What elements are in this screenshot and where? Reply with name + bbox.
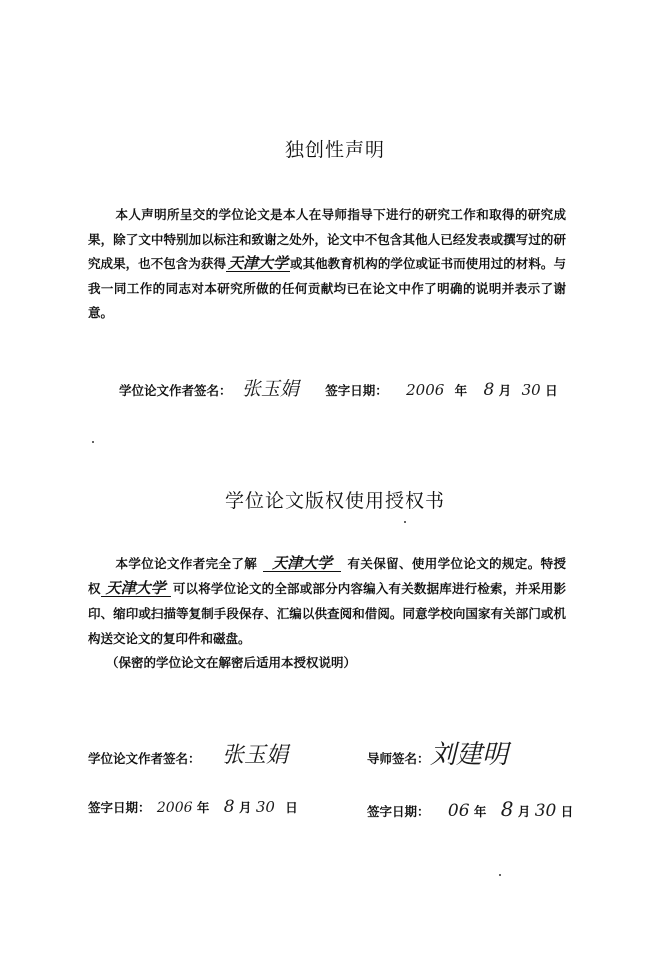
- author-date-label: 签字日期：: [88, 800, 151, 815]
- date-month-handwritten: 8: [483, 380, 495, 400]
- authorization-text-2: 有关保留、使用学位论文的规定。特授权: [88, 556, 566, 596]
- month-char: 月: [498, 383, 512, 398]
- author-day-char: 日: [285, 800, 298, 815]
- scan-speck: [92, 441, 94, 443]
- originality-signature-line: [119, 374, 558, 401]
- advisor-year-char: 年: [473, 804, 487, 819]
- author-year-char: 年: [196, 800, 210, 815]
- confidential-note: （保密的学位论文在解密后适用本授权说明）: [106, 655, 357, 670]
- date-year-handwritten: 2006: [406, 381, 445, 399]
- university-name-2: 天津大学: [101, 580, 171, 597]
- university-name: 天津大学: [227, 254, 288, 272]
- author-date-day: 30: [255, 798, 275, 816]
- university-name-1: 天津大学: [263, 555, 341, 572]
- advisor-signature: 刘建明: [430, 740, 509, 770]
- authorization-text-3: 可以将学位论文的全部或部分内容编入有关数据库进行检索，并采用影印、缩印或扫描等复制手段保存、汇编以供查阅和借阅。同意学校向国家有关部门或机构送交论文的复印件和磁盘。: [88, 581, 566, 646]
- authorization-text-1: 本学位论文作者完全了解: [115, 556, 258, 571]
- signing-date-label: 签字日期：: [325, 383, 388, 398]
- advisor-date-month: 8: [500, 797, 514, 821]
- authorization-paragraph: [88, 551, 566, 651]
- author-date-line: [88, 797, 298, 817]
- originality-paragraph: [88, 203, 566, 326]
- author-date-year: 2006: [156, 800, 193, 816]
- author-date-month: 8: [223, 797, 235, 817]
- advisor-signature-label: 导师签名：: [367, 751, 430, 766]
- originality-text-before: 本人声明所呈交的学位论文是本人在导师指导下进行的研究工作和取得的研究成果，除了文中特别加以标注和致谢之处外，论文中不包含其他人已经发表或撰写过的研究成果，也不包含为获得: [88, 207, 566, 271]
- originality-title: 独创性声明: [284, 139, 385, 161]
- author-signature-label-2: 学位论文作者签名：: [88, 751, 201, 766]
- advisor-date-day: 30: [534, 801, 557, 821]
- day-char: 日: [545, 383, 558, 398]
- author-month-char: 月: [238, 800, 252, 815]
- advisor-date-year: 06: [447, 801, 470, 821]
- author-signature-label: 学位论文作者签名：: [119, 383, 232, 398]
- scan-speck: [499, 874, 501, 876]
- year-char: 年: [454, 383, 468, 398]
- originality-text-after: 或其他教育机构的学位或证书而使用过的材料。与我一同工作的同志对本研究所做的任何贡献均已在论文中作了明确的说明并表示了谢意。: [88, 256, 566, 320]
- advisor-date-line: [367, 797, 573, 821]
- authorization-title: 学位论文版权使用授权书: [224, 490, 445, 512]
- advisor-month-char: 月: [517, 804, 531, 819]
- author-signature: 张玉娟: [241, 378, 299, 400]
- advisor-day-char: 日: [560, 804, 574, 819]
- scan-speck: [404, 521, 406, 523]
- date-day-handwritten: 30: [521, 381, 541, 399]
- advisor-date-label: 签字日期：: [367, 804, 430, 819]
- author-signature-2: 张玉娟: [222, 743, 289, 768]
